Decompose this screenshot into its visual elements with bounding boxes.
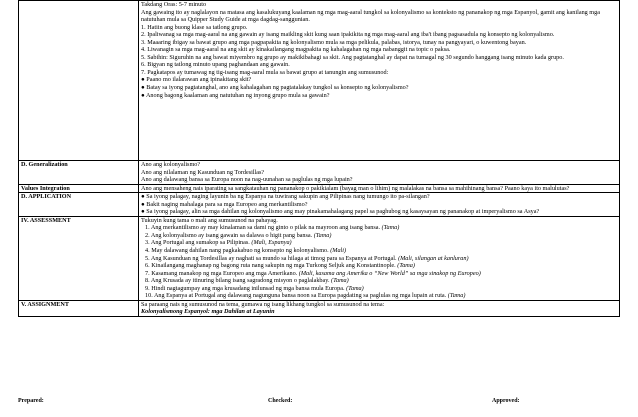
assessment-label: IV. ASSESSMENT: [19, 216, 139, 300]
assessment-item: [141, 277, 617, 285]
generalization-row: [19, 161, 620, 185]
assessment-answer: (Mali, silangan at kanluran): [398, 254, 469, 262]
application-content: [139, 193, 620, 217]
activity-line: 2. Ipaliwanag sa mga mag-aaral na ang gawain ay isang maikling skit kung saan ipakikita ng mga mag-aaral ang iba't ibang pagsasadula ng konsepto ng kolonyalismo.: [141, 31, 555, 39]
assignment-theme: Kolonyalismong Espanyol: mga Dahilan at Layunin: [141, 308, 275, 316]
activity-line: 3. Maaaring ibigay sa bawat grupo ang mga pagpapakita ng kolonyalismo mula sa mga pelikula, palabas, istorya, tunay na pangyayari, o kuwentong bayan.: [141, 38, 527, 46]
assessment-item-text: 6. Kinailangang maghanap ng bagong ruta nang sakupin ng mga Turkong Seljuk ang Konstantinople.: [145, 262, 396, 270]
generalization-line: Ano ang nilalaman ng Kasunduan ng Tordesillas?: [141, 168, 265, 176]
activity-bullet: ● Anong bagong kaalaman ang natutuhan ng inyong grupo mula sa gawain?: [141, 91, 330, 99]
application-label: D. APPLICATION: [19, 193, 139, 217]
activity-line: 7. Pagkatapos ay tumawag ng tig-isang mag-aaral mula sa bawat grupo at tanungin ang sumusunod:: [141, 68, 389, 76]
activity-bullet: ● Paano mo ilalarawan ang ipinakitang skit?: [141, 76, 252, 84]
assessment-item: [141, 232, 617, 240]
activity-line: Ang gawaing ito ay naglalayon na matasa ang kasalukuyang kaalaman ng mga mag-aaral tungkol sa kolonyalismo sa konteksto ng pananakop ng mga Espanyol, gamit ang kanilang mga natutuhan mula sa Quipper Study Guide at mga dagdag-sanggunian.: [141, 8, 600, 24]
assessment-item-text: 10. Ang Espanya at Portugal ang dalawang nagunguna bansa noon sa Europa pagdating sa paglulas ng mga lupain at ruta.: [145, 292, 447, 300]
assessment-item: [141, 247, 617, 255]
assessment-item: [141, 255, 617, 263]
assessment-intro: Tukuyin kung tama o mali ang sumusunod na pahayag.: [141, 216, 278, 224]
assessment-answer: (Tama): [447, 292, 466, 300]
activity-line: Takdang Oras: 5-7 minuto: [141, 1, 207, 8]
assessment-item-text: 8. Ang Krusada ay itinuring bilang isang sagradong misyon o paglalakbay.: [145, 277, 330, 285]
generalization-line: Ano ang dalawang bansa sa Europa noon na nag-uunahan sa paglulas ng mga lupain?: [141, 176, 353, 184]
assessment-item-text: 3. Ang Portugal ang sumakop sa Pilipinas.: [145, 239, 250, 247]
assessment-item: [141, 262, 617, 270]
assessment-item-text: 5. Ang Kasunduan ng Tordesillas ay naghati sa mundo sa hilaga at timog para sa Espanya at Portugal.: [145, 254, 397, 262]
assessment-item-text: 2. Ang kolonyalismo ay isang gawain sa dalawa o higit pang bansa.: [145, 231, 313, 239]
checked-label: Checked:: [268, 398, 293, 404]
assessment-item: [141, 224, 617, 232]
assessment-answer: (Tama): [381, 224, 400, 232]
assessment-item: [141, 239, 617, 247]
application-bullet: ● Sa iyong palagay, naging layunin ba ng Espanya na tuwirang sakupin ang Pilipinas nang tumungo ito pa-silangan?: [141, 193, 430, 201]
values-row: [19, 184, 620, 193]
assessment-item: [141, 292, 617, 300]
assignment-content: [139, 300, 620, 316]
activity-line: 5. Sabihin: Siguruhin na ang bawat miyembro ng grupo ay makikibahagi sa skit. Ang pagtatanghal ay dapat na tumagal ng 30 segundo hanggang isang minuto kada grupo.: [141, 53, 564, 61]
assessment-answer: (Mali): [330, 247, 347, 255]
assignment-label: V. ASSIGNMENT: [19, 300, 139, 316]
generalization-content: [139, 161, 620, 185]
assessment-answer: (Tama): [346, 284, 364, 292]
assessment-content: [139, 216, 620, 300]
assignment-line: Sa paraang nais ng sumusunod na tema, gumawa ng isang likhang tungkol sa sumusunod na tema:: [141, 300, 385, 308]
assessment-answer: (Mali, kasama ang Amerika o “New World” sa mga sinakop ng Europeo): [298, 269, 481, 277]
assessment-item-text: 4. May dalawang dahilan nang pagkakabuo ng konsepto ng kolonyalismo.: [145, 247, 329, 255]
activity-label-cell: [19, 1, 139, 161]
activity-line: 6. Bigyan ng tatlong minuto upang paghandaan ang gawain.: [141, 61, 290, 69]
assignment-row: [19, 300, 620, 316]
activity-content: [139, 1, 620, 161]
generalization-label: D. Generalization: [19, 161, 139, 185]
values-label: Values Integration: [19, 184, 139, 193]
assessment-item: [141, 285, 617, 293]
generalization-line: Ano ang kolonyalismo?: [141, 161, 201, 168]
activity-line: 4. Liwanagin sa mga mag-aaral na ang skit ay kinakailangang magpakita ng kahalagahan ng mga nabanggit na topic o paksa.: [141, 46, 451, 54]
activity-bullet: ● Batay sa iyong pagtatanghal, ano ang kahalagahan ng pagtatalakay tungkol sa konsepto ng kolonyalismo?: [141, 84, 409, 92]
assessment-item-text: 7. Kasamang manakop ng mga Europeo ang mga Amerikano.: [145, 269, 298, 277]
application-row: [19, 193, 620, 217]
assessment-item: [141, 270, 617, 278]
assessment-answer: (Mali, Espanya): [251, 239, 292, 247]
assessment-item-text: 9. Hindi nagtagumpay ang mga krusadang inilunsad ng mga bansa mula Europa.: [145, 284, 345, 292]
application-bullet: ● Sa iyong palagay, alin sa mga dahilan ng kolonyalismo ang may pinakamahalagang papel sa paghubog ng kasaysayan ng pananakop at imperyalismo sa Asya?: [141, 208, 540, 216]
values-content: [139, 184, 620, 193]
prepared-label: Prepared:: [18, 398, 44, 404]
lesson-plan-table: [18, 0, 620, 317]
approved-label: Approved:: [492, 398, 520, 404]
values-line: Ano ang mensaheng nais iparating sa sangkatauhan ng pananakop o pakikialam (bayag man o lihim) ng malalakas na bansa sa mahihinang bansa? Paano kaya ito malulutas?: [141, 184, 570, 192]
assessment-answer: (Tama): [397, 262, 415, 270]
assessment-answer: (Tama): [313, 231, 332, 239]
activity-line: 1. Hatiin ang buong klase sa tatlong grupo.: [141, 23, 248, 31]
assessment-item-text: 1. Ang merkantilismo ay may kinalaman sa dami ng ginto o pilak na mayroon ang isang bansa.: [145, 224, 381, 232]
application-bullet: ● Bakit naging mahalaga para sa mga Europeo ang merkantilismo?: [141, 200, 308, 208]
activity-row: [19, 1, 620, 161]
assessment-row: [19, 216, 620, 300]
assessment-answer: (Tama): [331, 277, 349, 285]
